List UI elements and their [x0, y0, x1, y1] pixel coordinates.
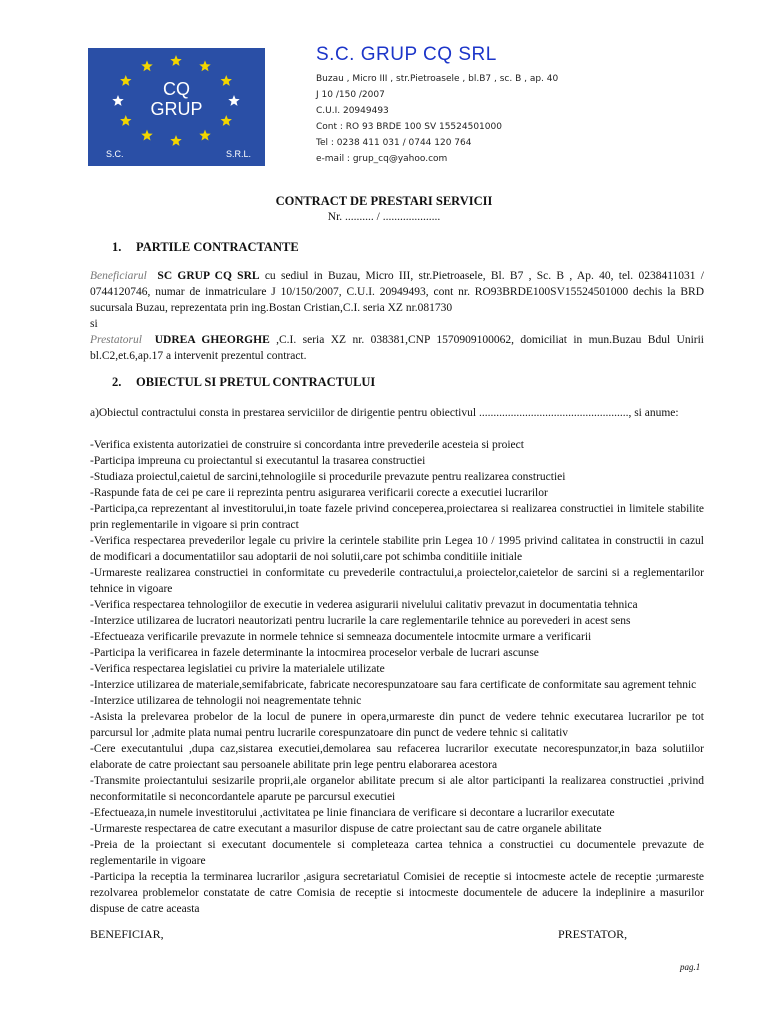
company-email: e-mail : grup_cq@yahoo.com — [316, 154, 448, 164]
section1-title: PARTILE CONTRACTANTE — [136, 240, 299, 254]
section1-number: 1. — [112, 240, 122, 254]
duty-item: -Preia de la proiectant si executant documentele si completeaza cartea tehnica a constructiei cu documentele prevazute de reglementarile in vigoare — [90, 839, 704, 867]
duty-item: -Interzice utilizarea de lucratori neautorizati pentru lucrarile la care reglementarile tehnice au porevederi in acest sens — [90, 615, 631, 627]
duty-item: -Efectueaza,in numele investitorului ,activitatea pe linie financiara de verificare si decontare a lucrarilor executate — [90, 807, 615, 819]
duty-item: -Verifica respectarea legislatiei cu privire la materialele utilizate — [90, 663, 385, 675]
duty-item: -Studiaza proiectul,caietul de sarcini,tehnologiile si procedurile prevazute pentru realizarea constructiei — [90, 471, 566, 483]
duty-item: -Verifica respectarea tehnologiilor de executie in vederea asigurarii nivelului calitativ prevazut in documentatia tehnica — [90, 599, 638, 611]
logo-star-icon — [199, 130, 210, 141]
company-address: Buzau , Micro III , str.Pietroasele , bl.B7 , sc. B , ap. 40 — [316, 74, 559, 84]
beneficiary-name: SC GRUP CQ SRL — [157, 270, 260, 282]
duty-item: -Efectueaza verificarile prevazute in normele tehnice si semneaza documentele intocmite urmare a verificarii — [90, 631, 592, 643]
provider-role: Prestatorul — [90, 334, 142, 346]
beneficiary-role: Beneficiarul — [90, 270, 147, 282]
logo-star-icon — [199, 60, 210, 71]
section2-title: OBIECTUL SI PRETUL CONTRACTULUI — [136, 375, 376, 389]
duty-item: -Participa,ca reprezentant al investitorului,in toate fazele privind conceperea,proiectarea si realizarea constructiei in limitele stabilite prin reglementarile in vigoare si prin contract — [90, 503, 704, 531]
provider-paragraph — [90, 332, 704, 364]
logo-corner-left: S.C. — [106, 149, 124, 159]
duty-item: -Verifica existenta autorizatiei de construire si concordanta intre prevederile acesteia si proiect — [90, 439, 524, 451]
object-intro: a)Obiectul contractului consta in prestarea serviciilor de dirigentie pentru obiectivul ...................................................., si anume: — [90, 407, 679, 419]
company-info — [316, 71, 558, 167]
logo-star-icon — [170, 135, 181, 146]
logo-text-line1: CQ — [163, 79, 190, 99]
section1-heading — [112, 240, 299, 255]
duty-item: -Interzice utilizarea de materiale,semifabricate, fabricate necorespunzatoare sau fara certificate de conformitate sau agrement tehnic — [90, 679, 697, 691]
company-phone: Tel : 0238 411 031 / 0744 120 764 — [316, 138, 472, 148]
contract-object — [90, 405, 704, 917]
provider-details: ,C.I. seria XZ nr. 038381,CNP 1570909100062, domiciliat in mun.Buzau Bdul Unirii bl.C2,et.6,ap.17 a intervenit prezentul contract. — [90, 334, 704, 362]
provider-name: UDREA GHEORGHE — [154, 334, 270, 346]
company-logo — [88, 48, 265, 166]
duty-item: -Transmite proiectantului sesizarile proprii,ale organelor abilitate precum si ale altor participanti la realizarea constructiei ,privind neconformitatile si neconcordantele aparute pe parcursul executiei — [90, 775, 704, 803]
duty-item: -Participa impreuna cu proiectantul si executantul la trasarea constructiei — [90, 455, 426, 467]
contracting-parties — [90, 268, 704, 364]
beneficiary-details: cu sediul in Buzau, Micro III, str.Pietroasele, Bl. B7 , Sc. B , Ap. 40, tel. 0238411031 / 0744120746, numar de inmatriculare J 10/150/2007, C.U.I. 20949493, cont nr. RO93BRDE100SV15524501000 dechis la BRD sucursala Buzau, reprezentata prin ing.Bostan Cristian,C.I. seria XZ nr.081730 — [90, 270, 704, 314]
document-title: CONTRACT DE PRESTARI SERVICII — [275, 194, 493, 208]
company-cui: C.U.I. 20949493 — [316, 106, 389, 116]
logo-corner-right: S.R.L. — [226, 149, 252, 159]
provider-signature-label: PRESTATOR, — [558, 927, 628, 941]
duty-item: -Interzice utilizarea de tehnologii noi neagrementate tehnic — [90, 695, 362, 707]
section2-heading — [112, 375, 375, 390]
logo-star-icon — [141, 60, 152, 71]
duty-item: -Urmareste respectarea de catre executant a masurilor dispuse de catre proiectant sau de catre organele abilitate — [90, 823, 602, 835]
duty-item: -Verifica respectarea prevederilor legale cu privire la cerintele stabilite prin Legea 10 / 1995 privind calitatea in constructii in cazul de modificari a documentatiilor sau adoptarii de noi solutii,care pot schimba conditiile initiale — [90, 535, 704, 563]
duty-item: -Urmareste realizarea constructiei in conformitate cu prevederile contractului,a proiectelor,caietelor de sarcini si a reglementarilor tehnice in vigoare — [90, 567, 704, 595]
duties-list — [90, 437, 704, 917]
company-registry: J 10 /150 /2007 — [316, 90, 385, 100]
section2-number: 2. — [112, 375, 122, 389]
duty-item: -Participa la receptia la terminarea lucrarilor ,asigura secretariatul Comisiei de receptie si intocmeste actele de receptie ;urmareste rezolvarea problemelor constatate de catre Comisia de receptie si intocmeste documentele de aducere la indeplinire a masurilor dispuse de catre aceasta — [90, 871, 704, 915]
duty-item: -Raspunde fata de cei pe care ii reprezinta pentru asigurarea verificarii corecte a executiei lucrarilor — [90, 487, 548, 499]
duty-item: -Cere executantului ,dupa caz,sistarea executiei,demolarea sau refacerea lucrarilor executate necorespunzator,in baza solutiilor elaborate de catre proiectant sau persoanele abilitate prin lege pentru elaborarea acestora — [90, 743, 704, 771]
logo-text-line2: GRUP — [150, 99, 203, 119]
logo-text — [88, 79, 265, 119]
beneficiary-paragraph — [90, 268, 704, 316]
company-name: S.C. GRUP CQ SRL — [316, 44, 497, 65]
logo-star-icon — [141, 130, 152, 141]
company-account: Cont : RO 93 BRDE 100 SV 15524501000 — [316, 122, 502, 132]
document-number: Nr. .......... / .................... — [327, 211, 441, 223]
duty-item: -Asista la prelevarea probelor de la locul de punere in opera,urmareste din punct de vedere tehnic executarea lucrarilor pe tot parcursul lor ,admite plata numai pentru lucrarile corespunzatoare din punct de vedere tehnic si calitativ — [90, 711, 704, 739]
logo-star-icon — [170, 55, 181, 66]
duty-item: -Participa la verificarea in fazele determinante la intocmirea proceselor verbale de lucrari ascunse — [90, 647, 539, 659]
page-number: pag.1 — [680, 962, 701, 972]
parties-conjunction: si — [90, 318, 98, 330]
beneficiary-signature-label: BENEFICIAR, — [90, 927, 164, 941]
